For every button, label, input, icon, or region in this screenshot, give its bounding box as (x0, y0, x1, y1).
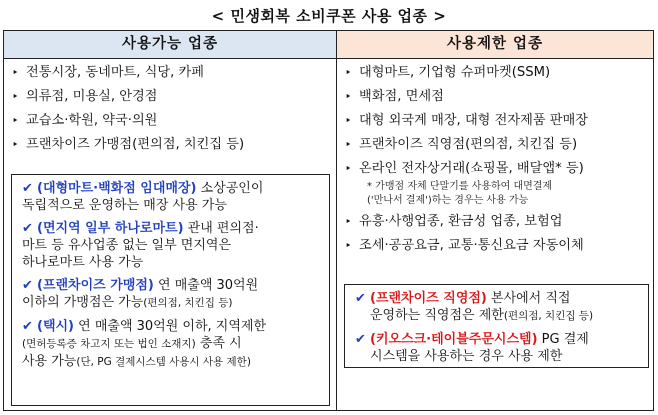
exception-entry: ✔ (프랜차이즈 직영점) 본사에서 직접 운영하는 직영점은 제한(편의점, 치킨집 등) (355, 291, 594, 323)
list-item: ‣ 프랜차이즈 직영점(편의점, 치킨집 등) (345, 137, 578, 152)
check-icon: ✔ (22, 319, 33, 334)
exception-entry: ✔ (프랜차이즈 가맹점) 연 매출액 30억원 이하의 가맹점은 가능(편의점, 치킨집 등) (22, 278, 259, 310)
usage-table (3, 30, 654, 411)
bullet-icon: ‣ (345, 138, 352, 151)
allowed-exceptions-box (11, 174, 330, 406)
list-item: ‣ 교습소·학원, 약국·의원 (12, 113, 158, 128)
bullet-icon: ‣ (345, 162, 352, 175)
allowed-header: 사용가능 업종 (4, 31, 336, 59)
bullet-icon: ‣ (345, 66, 352, 79)
list-item: ‣ 대형마트, 기업형 슈퍼마켓(SSM) (345, 65, 551, 80)
exception-entry: ✔ (택시) 연 매출액 30억원 이하, 지역제한 (면허등록증 차고지 또는 법인 소재지) 충족 시 사용 가능(단, PG 결제시스템 사용시 사용 제한) (22, 319, 267, 369)
list-item: ‣ 조세·공공요금, 교통·통신요금 자동이체 (345, 238, 584, 253)
restricted-exceptions-box (344, 284, 649, 368)
bullet-icon: ‣ (345, 114, 352, 127)
footnote-line: * 가맹점 자체 단말기를 사용하여 대면결제 (367, 181, 553, 192)
list-item: ‣ 대형 외국계 매장, 대형 전자제품 판매장 (345, 113, 588, 128)
list-item: ‣ 전통시장, 동네마트, 식당, 카페 (12, 65, 205, 80)
bullet-icon: ‣ (12, 138, 19, 151)
check-icon: ✔ (355, 332, 366, 347)
list-item: ‣ 온라인 전자상거래(쇼핑몰, 배달앱* 등) (345, 161, 584, 176)
list-item: ‣ 의류점, 미용실, 안경점 (12, 89, 158, 104)
bullet-icon: ‣ (12, 114, 19, 127)
exception-entry: ✔ (키오스크·테이블주문시스템) PG 결제 시스템을 사용하는 경우 사용 제한 (355, 332, 589, 364)
list-item: ‣ 유흥·사행업종, 환금성 업종, 보험업 (345, 214, 563, 229)
restricted-list (337, 59, 653, 262)
bullet-icon: ‣ (12, 66, 19, 79)
check-icon: ✔ (22, 278, 33, 293)
exception-entry: ✔ (면지역 일부 하나로마트) 관내 편의점· 마트 등 유사업종 없는 일부 면지역은 하나로마트 사용 가능 (22, 221, 259, 270)
exception-entry: ✔ (대형마트·백화점 임대매장) 소상공인이 독립적으로 운영하는 매장 사용 가능 (22, 181, 264, 213)
allowed-list (4, 59, 336, 161)
bullet-icon: ‣ (345, 239, 352, 252)
page-title: < 민생회복 소비쿠폰 사용 업종 > (211, 7, 447, 25)
check-icon: ✔ (22, 221, 33, 236)
check-icon: ✔ (22, 181, 33, 196)
bullet-icon: ‣ (12, 90, 19, 103)
check-icon: ✔ (355, 291, 366, 306)
footnote-line: ('만나서 결제')하는 경우는 사용 가능 (367, 195, 529, 206)
allowed-column (4, 31, 337, 410)
list-item: ‣ 프랜차이즈 가맹점(편의점, 치킨집 등) (12, 137, 245, 152)
restricted-header: 사용제한 업종 (337, 31, 653, 59)
restricted-column (337, 31, 653, 410)
bullet-icon: ‣ (345, 90, 352, 103)
list-item: ‣ 백화점, 면세점 (345, 89, 444, 104)
bullet-icon: ‣ (345, 215, 352, 228)
